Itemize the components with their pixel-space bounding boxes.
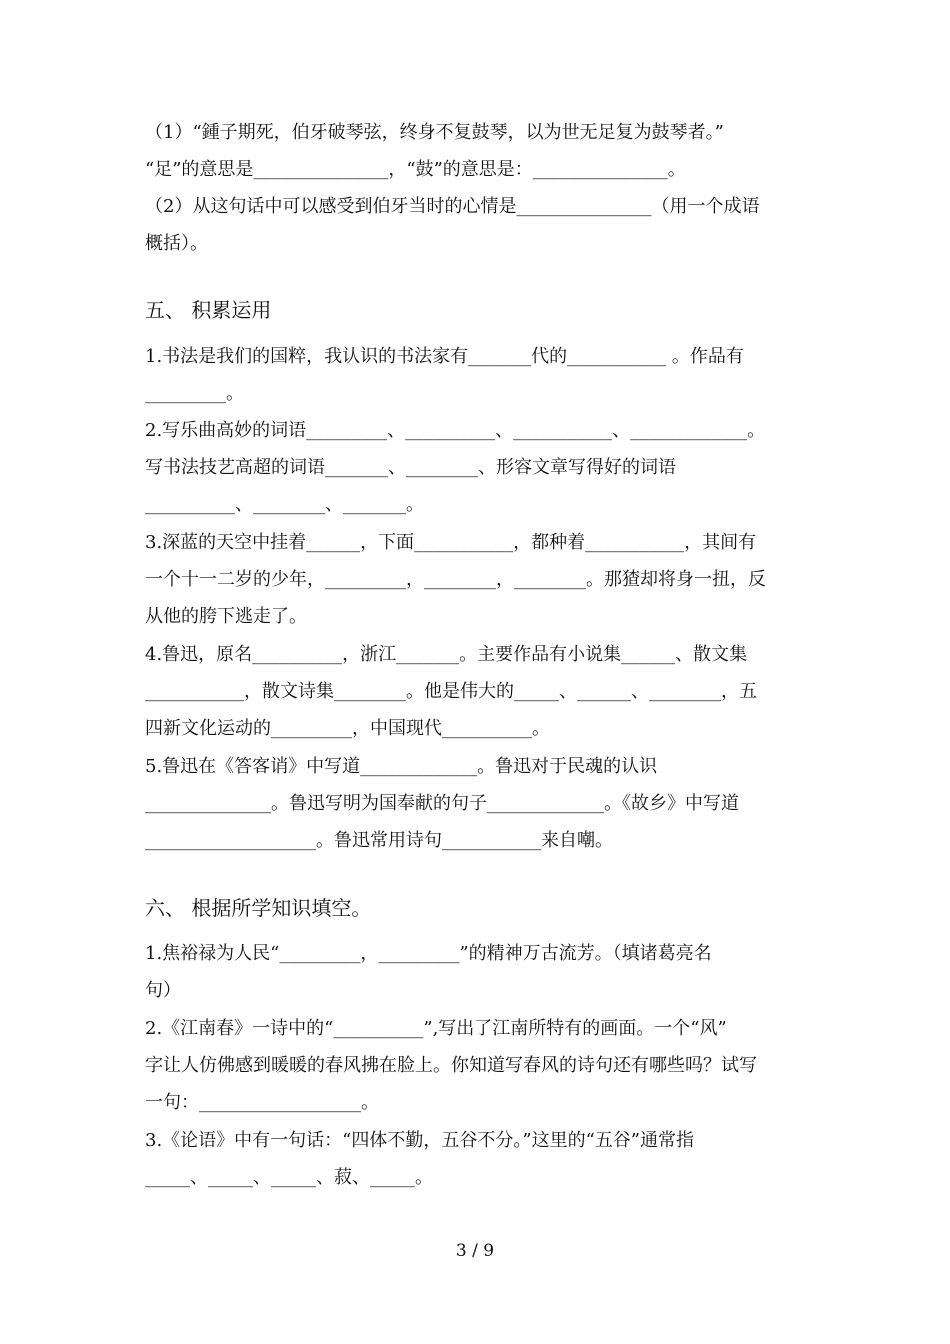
- q4-line-1: （1）“鍾子期死，伯牙破琴弦，终身不复鼓琴，以为世无足复为鼓琴者。”: [145, 122, 724, 143]
- s5-line: _________。: [145, 383, 244, 404]
- s6-line: _____、_____、_____、菽、_____。: [145, 1167, 433, 1188]
- section-6-heading: 六、 根据所学知识填空。: [145, 896, 372, 920]
- s5-line: __________、________、_______。: [145, 494, 424, 515]
- s6-line: 1.焦裕禄为人民“_________，_________”的精神万古流芳。（填诸葛亮名: [145, 943, 712, 964]
- q4-line-2: “足”的意思是_______________，“鼓”的意思是：_______________。: [145, 159, 686, 180]
- q4-line-3: （2）从这句话中可以感受到伯牙当时的心情是_______________（用一个成语: [145, 196, 760, 217]
- s5-line: 从他的胯下逃走了。: [145, 606, 307, 627]
- s5-line: 3.深蓝的天空中挂着______，下面___________，都种着___________，其间有: [145, 532, 757, 553]
- s6-line: 字让人仿佛感到暖暖的春风拂在脸上。你知道写春风的诗句还有哪些吗？试写: [145, 1055, 757, 1076]
- s5-line: 一个十一二岁的少年，_________，________，________。那猹却将身一扭，反: [145, 569, 766, 590]
- s5-line: 4.鲁迅，原名__________，浙江_______。主要作品有小说集______、散文集: [145, 644, 748, 665]
- s5-line: ___________，散文诗集________。他是伟大的_____、______、________，五: [145, 681, 757, 702]
- s6-line: 2.《江南春》一诗中的“__________”,写出了江南所特有的画面。一个“风”: [145, 1018, 727, 1039]
- s6-line: 句）: [145, 980, 181, 1001]
- s6-line: 3.《论语》中有一句话：“四体不勤，五谷不分。”这里的“五谷”通常指: [145, 1130, 694, 1151]
- s5-line: ______________。鲁迅写明为国奉献的句子_____________。《故乡》中写道: [145, 793, 739, 814]
- q4-line-4: 概括）。: [145, 233, 208, 254]
- page-number: 3 / 9: [455, 1241, 495, 1261]
- s5-line: ___________________。鲁迅常用诗句___________来自嘲。: [145, 830, 613, 851]
- s6-line: 一句：__________________。: [145, 1092, 379, 1113]
- s5-line: 5.鲁迅在《答客诮》中写道_____________。鲁迅对于民魂的认识: [145, 756, 658, 777]
- section-5-heading: 五、 积累运用: [145, 298, 272, 322]
- s5-line: 2.写乐曲高妙的词语_________、__________、___________、_____________。: [145, 420, 766, 441]
- s5-line: 四新文化运动的_________，中国现代__________。: [145, 718, 550, 739]
- s5-line: 1.书法是我们的国粹，我认识的书法家有_______代的___________ 。作品有: [145, 346, 744, 367]
- s5-line: 写书法技艺高超的词语_______、________、形容文章写得好的词语: [145, 457, 676, 478]
